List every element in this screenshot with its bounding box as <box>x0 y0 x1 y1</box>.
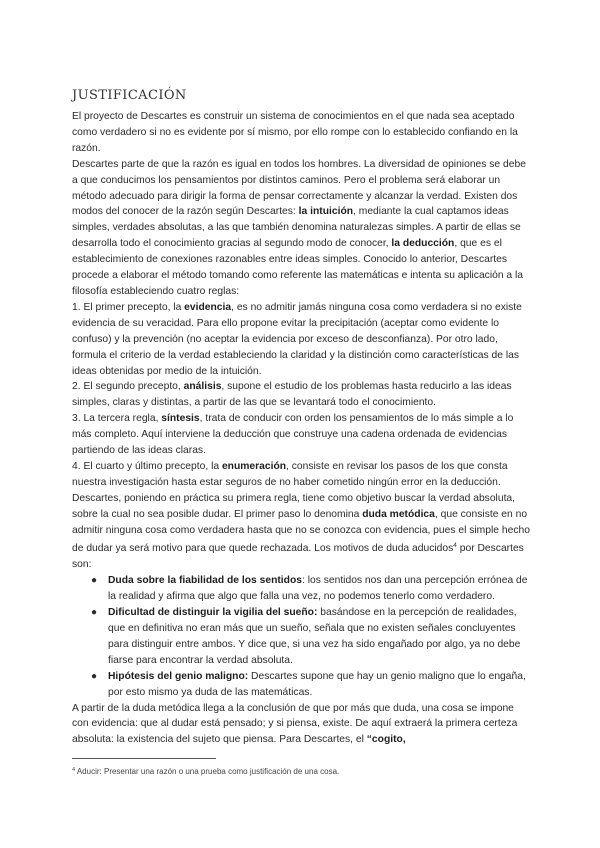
footnote-text: : Presentar una razón o una prueba como justificación de una cosa. <box>99 767 340 776</box>
text-segment: , consiste en revisar los pasos de los que consta nuestra investigación hasta estar seguros de no haber cometido ningún error en la deducción. <box>72 460 508 488</box>
list-item-term: Hipótesis del genio maligno: <box>108 670 249 682</box>
text-segment: por Descartes son: <box>72 543 524 571</box>
text-segment: , que es el establecimiento de conexiones razonables entre ideas simples. Conocido lo anterior, Descartes procede a elaborar el método tomando como referente las matemáticas e intenta su aplicación a la filosofía estableciendo cuatro reglas: <box>72 238 524 297</box>
footnote-reference[interactable]: 4 <box>453 542 457 550</box>
text-segment: , es no admitir jamás ninguna cosa como verdadera si no existe evidencia de su veracidad. Para ello propone evitar la precipitación (aceptar como evidente lo confuso) y la prevención (no aceptar la evidencia por exceso de desconfianza). Por otro lado, formula el criterio de la verdad estableciendo la claridad y la distinción como características de las ideas obtenidas por medio de la intuición. <box>72 301 522 377</box>
rule-2-analisis <box>72 379 530 411</box>
text-segment: , supone el estudio de los problemas hasta reducirlo a las ideas simples, claras y distintas, a partir de las que se levantará todo el conocimiento. <box>72 381 512 409</box>
rule-4-enumeracion <box>72 459 530 491</box>
bullet-icon: ● <box>91 607 98 619</box>
bullet-icon: ● <box>91 575 98 587</box>
list-item-term: Duda sobre la fiabilidad de los sentidos <box>108 575 302 587</box>
term-analisis: análisis <box>183 381 222 393</box>
rule-3-sintesis <box>72 411 530 459</box>
footnote-divider <box>72 758 216 759</box>
term-intuicion: la intuición <box>298 206 354 218</box>
list-item <box>91 605 530 669</box>
text-segment: , que consiste en no admitir ninguna cosa como verdadera hasta que no se conozca con evidencia, pues el simple hecho de dudar ya será motivo para que quede rechazada. Los motivos de duda aducidos <box>72 508 530 555</box>
paragraph-modes-of-knowing <box>72 157 530 300</box>
text-segment: Descartes, poniendo en práctica su primera regla, tiene como objetivo buscar la verdad absoluta, sobre la cual no sea posible dudar. El primer paso lo denomina <box>72 492 516 520</box>
rule-1-evidencia <box>72 300 530 380</box>
text-segment: , trata de conducir con orden los pensamientos de lo más simple a lo más completo. Aquí interviene la deducción que construye una cadena ordenada de evidencias partiendo de las ideas claras. <box>72 413 514 457</box>
doubt-motives-list <box>72 573 530 700</box>
list-item-term: Dificultad de distinguir la vigilia del sueño: <box>108 607 318 619</box>
text-segment: 2. El segundo precepto, <box>72 381 184 393</box>
term-evidencia: evidencia <box>184 301 232 313</box>
section-heading: JUSTIFICACIÓN <box>72 88 187 103</box>
text-segment: A partir de la duda metódica llega a la conclusión de que por más que duda, una cosa se impone con evidencia: que al dudar está pensado; y si piensa, existe. De aquí extraerá la primera certeza absoluta: la existencia del sujeto que piensa. Para Descartes, el <box>72 702 518 746</box>
text-segment: 4. El cuarto y último precepto, la <box>72 460 222 472</box>
term-sintesis: síntesis <box>161 413 200 425</box>
list-item-text: basándose en la percepción de realidades, que en definitiva no eran más que un sueño, señala que no existen señales concluyentes para distinguir entre ambos. Y dice que, si una vez ha sido engañado por algo, ya no debe fiarse para encontrar la verdad absoluta. <box>108 607 521 666</box>
footnote-number: 4 <box>72 767 76 773</box>
paragraph-intro: El proyecto de Descartes es construir un sistema de conocimientos en el que nada sea aceptado como verdadero si no es evidente por sí mismo, por ello rompe con lo establecido confiando en la razón. <box>72 111 518 154</box>
text-segment: , mediante la cual captamos ideas simples, verdades absolutas, a las que también denomina naturalezas simples. A partir de ellas se desarrolla todo el conocimiento gracias al segundo modo de conocer, <box>72 206 521 250</box>
paragraph-duda-metodica <box>72 491 530 574</box>
document-body <box>72 109 530 748</box>
text-segment: 1. El primer precepto, la <box>72 301 185 313</box>
footnote-term: Aducir <box>76 767 100 776</box>
term-deduccion: la deducción <box>391 238 455 250</box>
footnote <box>72 765 530 777</box>
paragraph-cogito <box>72 701 530 749</box>
text-segment: 3. La tercera regla, <box>72 413 162 425</box>
term-duda-metodica: duda metódica <box>362 508 435 520</box>
term-enumeracion: enumeración <box>221 460 287 472</box>
bullet-icon: ● <box>91 670 98 682</box>
list-item-text: Descartes supone que hay un genio maligno que lo engaña, por esto mismo ya duda de las matemáticas. <box>108 670 526 698</box>
text-segment: Descartes parte de que la razón es igual en todos los hombres. La diversidad de opiniones se debe a que conducimos los pensamientos por distintos caminos. Pero el problema será elaborar un método adecuado para dirigir la forma de pensar correctamente y alcanzar la verdad. Existen dos modos del conocer de la razón según Descartes: <box>72 158 526 218</box>
list-item <box>91 573 530 605</box>
list-item <box>91 669 530 701</box>
list-item-text: : los sentidos nos dan una percepción errónea de la realidad y afirma que algo que falla una vez, no podemos tenerlo como verdadero. <box>108 575 528 603</box>
term-cogito: “cogito, <box>366 734 406 746</box>
